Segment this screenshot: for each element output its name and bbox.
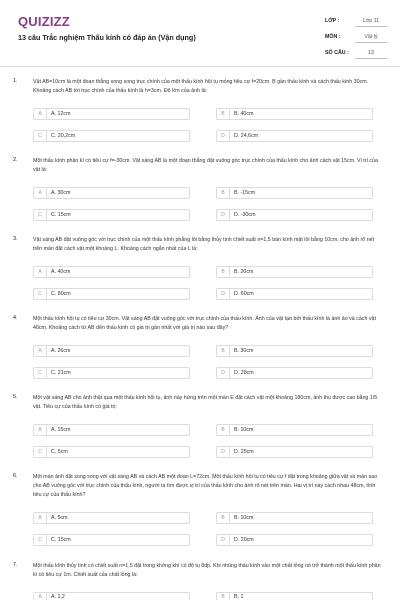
option-d[interactable]: [216, 367, 373, 379]
option-text: B. 10cm: [234, 515, 254, 521]
option-text: D. 60cm: [234, 291, 254, 297]
option-b[interactable]: [216, 424, 373, 436]
option-d[interactable]: [216, 288, 373, 300]
question-number: 6.: [13, 473, 18, 479]
meta-class-value: Lớp 11: [355, 16, 387, 27]
option-d[interactable]: [216, 446, 373, 458]
meta-count-label: SỐ CÂU :: [325, 50, 349, 56]
worksheet-meta: [325, 15, 387, 63]
option-a[interactable]: [33, 424, 190, 436]
option-text: B. 30cm: [234, 348, 254, 354]
option-letter-c: C: [34, 210, 47, 220]
option-letter-a: A: [34, 425, 47, 435]
question-number: 4.: [13, 315, 18, 321]
option-letter-c: C: [34, 289, 47, 299]
option-letter-a: A: [34, 109, 47, 119]
option-letter-d: D: [217, 210, 230, 220]
option-text: A. 40cm: [51, 269, 71, 275]
option-c[interactable]: [33, 288, 190, 300]
question-number: 5.: [13, 394, 18, 400]
option-a[interactable]: [33, 592, 190, 600]
option-b[interactable]: [216, 512, 373, 524]
question-number: 2.: [13, 157, 18, 163]
question-number: 3.: [13, 236, 18, 242]
option-text: D. 25cm: [234, 449, 254, 455]
option-text: B. -15cm: [234, 190, 256, 196]
option-letter-a: A: [34, 267, 47, 277]
option-b[interactable]: [216, 266, 373, 278]
option-letter-a: A: [34, 593, 47, 600]
option-letter-a: A: [34, 346, 47, 356]
option-letter-d: D: [217, 535, 230, 545]
meta-count: [325, 47, 387, 59]
option-text: C. 80cm: [51, 291, 71, 297]
option-text: C. 15cm: [51, 537, 71, 543]
option-text: D. 24,6cm: [234, 133, 259, 139]
option-c[interactable]: [33, 367, 190, 379]
option-text: B. 20cm: [234, 269, 254, 275]
meta-count-value: 13: [355, 48, 387, 59]
option-a[interactable]: [33, 266, 190, 278]
option-b[interactable]: [216, 345, 373, 357]
option-letter-d: D: [217, 447, 230, 457]
option-letter-d: D: [217, 131, 230, 141]
option-c[interactable]: [33, 209, 190, 221]
option-text: C. 15cm: [51, 212, 71, 218]
question-text: Một màn ảnh đặt song song với vật sáng AB và cách AB một đoạn L=72cm. Một thấu kính hội tụ có tiêu cự f đặt trong khoảng giữa vật và màn sao cho AB vuông góc với trục chính của thấu kính, người ta tìm được vị trí của thấu kính cho ảnh rõ nét trên màn. Hai vị trí này cách nhau 48cm, tính tiêu cự của thấu kính?: [33, 474, 378, 498]
option-text: C. 21cm: [51, 370, 71, 376]
option-letter-a: A: [34, 513, 47, 523]
option-c[interactable]: [33, 446, 190, 458]
option-b[interactable]: [216, 108, 373, 120]
option-letter-d: D: [217, 368, 230, 378]
question-text: Một thấu kính phân kì có tiêu cự f=-30cm. Vật sáng AB là một đoạn thẳng đặt vuông góc trục chính của thấu kính cho ảnh cách vật 15cm. Vị trí của vật là:: [33, 158, 378, 173]
quizizz-logo: QUIZIZZ: [18, 14, 70, 29]
option-letter-c: C: [34, 131, 47, 141]
option-text: C. 5cm: [51, 449, 68, 455]
option-text: D. 20cm: [234, 537, 254, 543]
option-letter-b: B: [217, 425, 230, 435]
option-text: D. 28cm: [234, 370, 254, 376]
option-text: A. 5cm: [51, 515, 68, 521]
option-text: A. 26cm: [51, 348, 71, 354]
option-a[interactable]: [33, 187, 190, 199]
meta-subject-label: MÔN :: [325, 34, 341, 40]
option-text: A. 12cm: [51, 111, 71, 117]
option-letter-b: B: [217, 109, 230, 119]
option-letter-c: C: [34, 535, 47, 545]
meta-class-label: LỚP :: [325, 18, 340, 24]
option-letter-a: A: [34, 188, 47, 198]
question-text: Một vật sáng AB cho ảnh thật qua một thấu kính hội tụ, ảnh này hứng trên một màn E đặt cách vật một khoảng 180cm, ảnh thu được cao bằng 1/5 vật. Tiêu cự của thấu kính có giá trị:: [33, 395, 378, 410]
option-text: B. 40cm: [234, 111, 254, 117]
question-text: Một thấu kính thủy tinh có chiết suất n=1,5 đặt trong không khí có độ tụ 8dp. Khi nhúng thấu kính vào một chất lỏng nó trở thành một thấu kính phân kì có tiêu cự 1m. Chiết suất của chất lỏng là:: [33, 563, 381, 578]
option-text: B. 1: [234, 593, 244, 600]
option-c[interactable]: [33, 534, 190, 546]
option-text: B. 10cm: [234, 427, 254, 433]
option-c[interactable]: [33, 130, 190, 142]
worksheet-header: [0, 0, 400, 67]
option-letter-b: B: [217, 188, 230, 198]
question-number: 1.: [13, 78, 18, 84]
option-a[interactable]: [33, 108, 190, 120]
question-text: Vật AB=10cm là một đoạn thẳng song song trục chính của một thấu kính hội tụ mỏng tiêu cự f=20cm. B gần thấu kính và cách thấu kính 30cm. Khoảng cách AB tới trục chính của thấu kính là h=3cm. Độ lớn của ảnh là:: [33, 79, 369, 94]
question-number: 7.: [13, 562, 18, 568]
question-text: Vật sáng AB đặt vuông góc với trục chính của một thấu kính phẳng lồi bằng thủy tinh chiết suất n=1,5 bán kính mặt lồi bằng 10cm, cho ảnh rõ nét trên màn đặt cách vật một khoảng L. Khoảng cách ngắn nhất của L là:: [33, 237, 375, 252]
option-letter-b: B: [217, 593, 230, 600]
question-text: Một thấu kính hội tụ có tiêu cự 30cm. Vật sáng AB đặt vuông góc với trục chính của thấu kính. Ảnh của vật tạo bởi thấu kính là ảnh ảo và cách vật 40cm. Khoảng cách từ AB đến thấu kính có giá trị gần nhất với giá trị nào sau đây?: [33, 316, 376, 331]
option-b[interactable]: [216, 592, 373, 600]
option-a[interactable]: [33, 345, 190, 357]
option-b[interactable]: [216, 187, 373, 199]
option-d[interactable]: [216, 209, 373, 221]
page-title: 13 câu Trắc nghiệm Thấu kính có đáp án (Vận dụng): [18, 33, 196, 42]
option-letter-c: C: [34, 447, 47, 457]
meta-class: [325, 15, 387, 27]
option-text: A. 15cm: [51, 427, 71, 433]
option-letter-d: D: [217, 289, 230, 299]
option-a[interactable]: [33, 512, 190, 524]
option-letter-c: C: [34, 368, 47, 378]
option-text: A. 30cm: [51, 190, 71, 196]
option-text: D. -30cm: [234, 212, 256, 218]
meta-subject: [325, 31, 387, 43]
option-letter-b: B: [217, 513, 230, 523]
meta-subject-value: Vật lý: [355, 32, 387, 43]
option-letter-b: B: [217, 267, 230, 277]
option-text: C. 20,2cm: [51, 133, 76, 139]
option-d[interactable]: [216, 534, 373, 546]
option-d[interactable]: [216, 130, 373, 142]
option-letter-b: B: [217, 346, 230, 356]
option-text: A. 1,2: [51, 593, 65, 600]
